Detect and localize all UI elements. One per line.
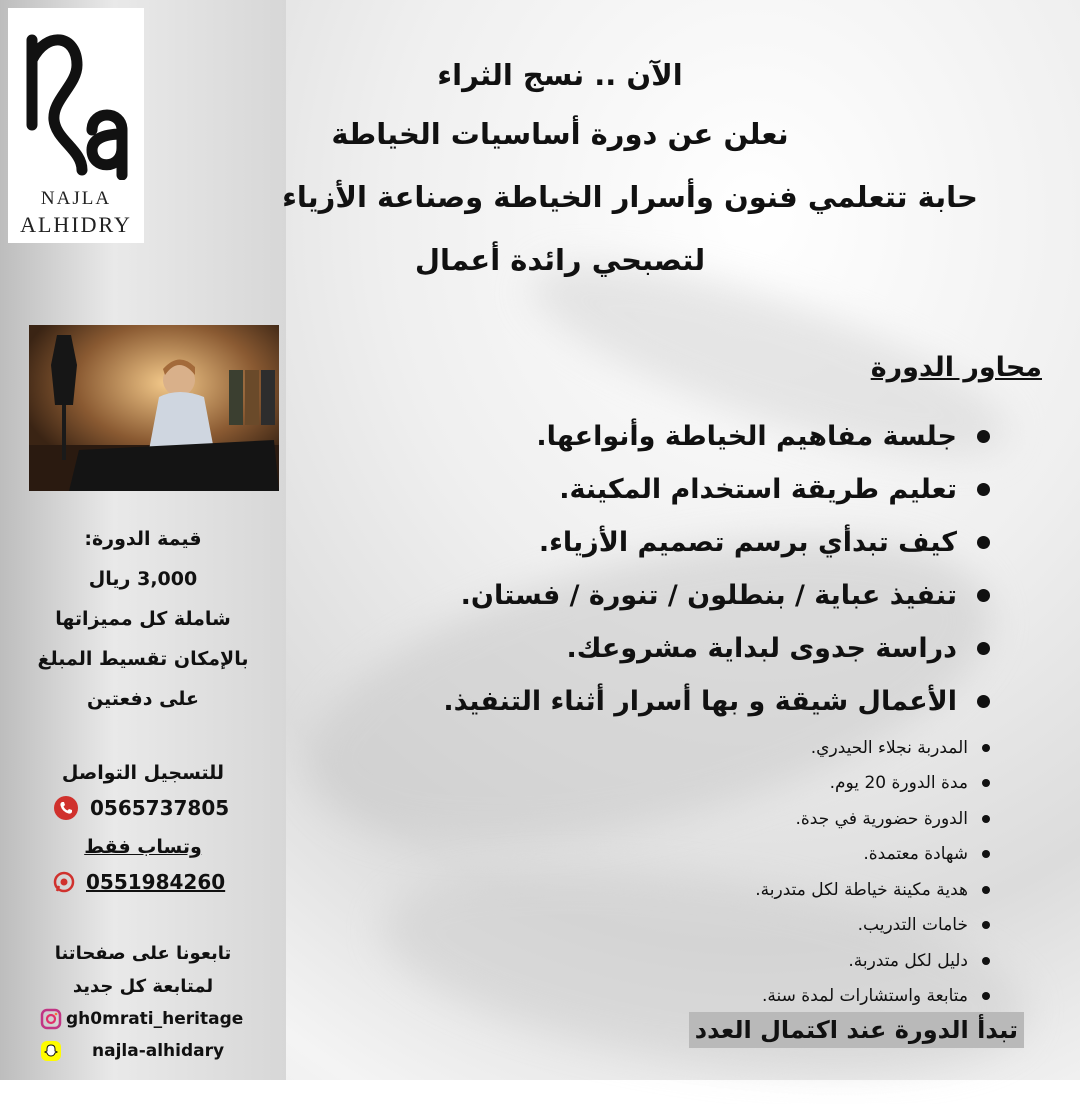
brand-name-line1: NAJLA	[40, 188, 112, 209]
snapchat-handle[interactable]: najla-alhidary	[92, 1041, 225, 1061]
list-item: المدربة نجلاء الحيدري.	[755, 730, 990, 766]
bullet-icon	[977, 642, 990, 655]
start-condition-note: تبدأ الدورة عند اكتمال العدد	[689, 1012, 1024, 1048]
sidebar-panel	[0, 0, 286, 1080]
phone-number[interactable]: 0565737805	[90, 796, 230, 820]
headline-line4: لتصبحي رائدة أعمال	[414, 243, 706, 277]
brand-name-line2: ALHIDRY	[20, 212, 132, 237]
whatsapp-icon	[52, 870, 76, 894]
price-amount: 3,000 ريال	[88, 568, 198, 590]
whatsapp-label: وتساب فقط	[84, 836, 202, 858]
bullet-icon	[982, 957, 990, 965]
price-two-payments: على دفعتين	[86, 688, 200, 710]
list-item: الدورة حضورية في جدة.	[755, 801, 990, 837]
list-item: خامات التدريب.	[755, 908, 990, 944]
phone-icon	[54, 796, 78, 820]
bullet-icon	[982, 992, 990, 1000]
price-includes: شاملة كل مميزاتها	[55, 608, 231, 630]
tailor-photo	[29, 325, 279, 491]
headline-line1: الآن .. نسج الثراء	[437, 58, 683, 92]
contact-label: للتسجيل التواصل	[61, 762, 225, 784]
bullet-icon	[977, 589, 990, 602]
instagram-icon	[40, 1008, 62, 1030]
instagram-row[interactable]	[40, 1008, 243, 1030]
headline-line3: حابة تتعلمي فنون وأسرار الخياطة وصناعة الأزياء	[282, 180, 978, 214]
list-item: تعليم طريقة استخدام المكينة.	[443, 463, 990, 516]
follow-line2: لمتابعة كل جديد	[72, 976, 214, 997]
list-item: الأعمال شيقة و بها أسرار أثناء التنفيذ.	[443, 675, 990, 728]
course-axes-list	[443, 410, 990, 728]
bullet-icon	[982, 921, 990, 929]
phone-row[interactable]	[54, 796, 229, 820]
whatsapp-number[interactable]: 0551984260	[86, 870, 226, 894]
bullet-icon	[977, 536, 990, 549]
snapchat-icon	[40, 1040, 62, 1062]
list-item: كيف تبدأي برسم تصميم الأزياء.	[443, 516, 990, 569]
bullet-icon	[982, 744, 990, 752]
list-item: هدية مكينة خياطة لكل متدربة.	[755, 872, 990, 908]
bullet-icon	[977, 430, 990, 443]
bullet-icon	[982, 779, 990, 787]
list-item: جلسة مفاهيم الخياطة وأنواعها.	[443, 410, 990, 463]
list-item: تنفيذ عباية / بنطلون / تنورة / فستان.	[443, 569, 990, 622]
bullet-icon	[977, 695, 990, 708]
logo-monogram-icon	[22, 30, 132, 180]
bullet-icon	[982, 850, 990, 858]
headline-line2: نعلن عن دورة أساسيات الخياطة	[331, 117, 789, 151]
list-item: دليل لكل متدربة.	[755, 943, 990, 979]
brand-logo	[8, 8, 144, 243]
follow-line1: تابعونا على صفحاتنا	[54, 943, 232, 964]
price-installments: بالإمكان تقسيط المبلغ	[37, 648, 249, 670]
bullet-icon	[977, 483, 990, 496]
bullet-icon	[982, 886, 990, 894]
whatsapp-row[interactable]	[52, 870, 225, 894]
price-label: قيمة الدورة:	[84, 528, 202, 550]
list-item: مدة الدورة 20 يوم.	[755, 766, 990, 802]
snapchat-row[interactable]	[40, 1040, 224, 1062]
list-item: دراسة جدوى لبداية مشروعك.	[443, 622, 990, 675]
course-details-list	[755, 730, 990, 1014]
list-item: شهادة معتمدة.	[755, 837, 990, 873]
list-item: متابعة واستشارات لمدة سنة.	[755, 979, 990, 1015]
course-axes-title: محاور الدورة	[870, 352, 1042, 383]
bullet-icon	[982, 815, 990, 823]
instagram-handle[interactable]: gh0mrati_heritage	[66, 1009, 244, 1029]
